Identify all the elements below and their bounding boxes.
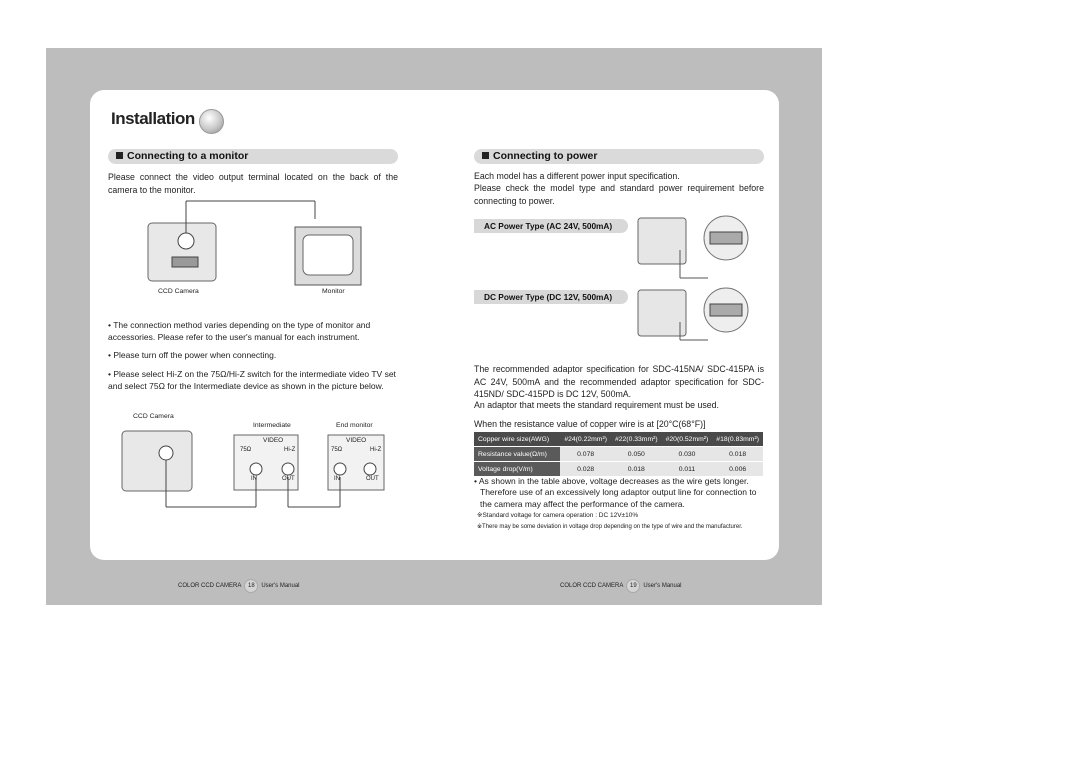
- adaptor-requirement: An adaptor that meets the standard requirement must be used.: [474, 400, 719, 410]
- out-label-1: OUT: [282, 476, 295, 482]
- page-number: 19: [626, 579, 640, 593]
- note-text: There may be some deviation in voltage drop depending on the type of wire and the manufacturer.: [482, 524, 743, 530]
- note-deviation: ※There may be some deviation in voltage drop depending on the type of wire and the manufacturer.: [477, 524, 743, 530]
- table-cell: 0.018: [611, 462, 662, 477]
- row-label: Resistance value(Ω/m): [474, 447, 560, 462]
- monitor-screen: [303, 235, 353, 275]
- video-label-1: VIDEO: [263, 437, 284, 444]
- wire-header-cell: #18(0.83mm²): [712, 432, 763, 447]
- table-cell: 0.011: [662, 462, 713, 477]
- ac-power-label: AC Power Type (AC 24V, 500mA): [474, 219, 628, 233]
- dc-power-label: DC Power Type (DC 12V, 500mA): [474, 290, 628, 304]
- table-cell: 0.030: [662, 447, 713, 462]
- bullet-connection-method: • The connection method varies depending on the type of monitor and accessories. Please refer to the user's manual for each instrument.: [108, 320, 371, 342]
- intermediate-in-jack: [250, 463, 262, 475]
- square-bullet-icon: [482, 152, 489, 159]
- camera2-label: CCD Camera: [133, 413, 174, 420]
- wire-header-cell: Copper wire size(AWG): [474, 432, 560, 447]
- note-standard-voltage: ※Standard voltage for camera operation : DC 12V±10%: [477, 512, 639, 519]
- end-monitor-label: End monitor: [336, 422, 373, 429]
- section-heading-power: [474, 149, 764, 164]
- adaptor-spec: The recommended adaptor specification for SDC-415NA/ SDC-415PA is AC 24V, 500mA and the recommended adaptor specification for SDC-415ND/ SDC-415PD is DC 12V, 500mA.: [474, 364, 764, 399]
- in-label-2: IN: [334, 476, 340, 482]
- camera2-bnc: [159, 446, 173, 460]
- table-cell: 0.050: [611, 447, 662, 462]
- page-number: 18: [244, 579, 258, 593]
- intermediate-label: Intermediate: [253, 422, 291, 429]
- hiz-label-2: Hi-Z: [370, 447, 382, 453]
- ac-camera-body: [638, 218, 686, 264]
- bullet-hiz-select: • Please select Hi-Z on the 75Ω/Hi-Z switch for the intermediate video TV set and select 75Ω for the Intermediate device as shown in the picture below.: [108, 369, 396, 391]
- power-intro-1: Each model has a different power input specification.: [474, 171, 680, 181]
- monitor-intro: Please connect the video output terminal located on the back of the camera to the monitor.: [108, 172, 398, 195]
- footer-right: [560, 579, 682, 593]
- end-out-jack: [364, 463, 376, 475]
- ac-terminal-block: [710, 232, 742, 244]
- table-cell: 0.006: [712, 462, 763, 477]
- footer-left: [178, 579, 300, 593]
- camera-monitor-diagram: [140, 195, 370, 295]
- title-orb-icon: [199, 109, 224, 134]
- hiz-label-1: Hi-Z: [284, 447, 296, 453]
- wire-header-cell: #20(0.52mm²): [662, 432, 713, 447]
- dc-terminal-block: [710, 304, 742, 316]
- bullet-voltage-drop-detail: Therefore use of an excessively long adaptor output line for connection to the camera may affect the performance of the camera.: [480, 487, 757, 509]
- bullet-text: As shown in the table above, voltage decreases as the wire gets longer.: [478, 476, 749, 486]
- table-cell: 0.018: [712, 447, 763, 462]
- camera-terminal: [172, 257, 198, 267]
- bullet-text: Please turn off the power when connecting.: [113, 350, 277, 360]
- footer-manual: User's Manual: [643, 583, 682, 589]
- video-label-2: VIDEO: [346, 437, 367, 444]
- power-diagrams: [636, 214, 756, 344]
- z75-label-2: 75Ω: [331, 447, 343, 453]
- resistance-note: When the resistance value of copper wire is at [20°C(68°F)]: [474, 419, 706, 429]
- section-heading-monitor-text: Connecting to a monitor: [127, 150, 249, 162]
- wire-table: [474, 432, 763, 477]
- out-label-2: OUT: [366, 476, 379, 482]
- intermediate-out-jack: [282, 463, 294, 475]
- table-row: [474, 447, 763, 462]
- dc-camera-body: [638, 290, 686, 336]
- bullet-power-off: • Please turn off the power when connecting.: [108, 350, 277, 360]
- square-bullet-icon: [116, 152, 123, 159]
- table-cell: 0.028: [560, 462, 611, 477]
- camera-bnc-connector: [178, 233, 194, 249]
- camera-label: CCD Camera: [158, 288, 199, 295]
- section-heading-power-text: Connecting to power: [493, 150, 598, 162]
- table-cell: 0.078: [560, 447, 611, 462]
- camera2-body: [122, 431, 192, 491]
- bullet-text: The connection method varies depending on the type of monitor and accessories. Please refer to the user's manual for each instrument.: [108, 320, 371, 342]
- wire-header-cell: #22(0.33mm²): [611, 432, 662, 447]
- footer-product: COLOR CCD CAMERA: [178, 583, 242, 589]
- monitor-label: Monitor: [322, 288, 345, 295]
- camera-body: [148, 223, 216, 281]
- table-row: [474, 462, 763, 477]
- footer-product: COLOR CCD CAMERA: [560, 583, 624, 589]
- in-label-1: IN: [251, 476, 257, 482]
- section-heading-monitor: [108, 149, 398, 164]
- row-label: Voltage drop(V/m): [474, 462, 560, 477]
- page-title: Installation: [111, 109, 195, 128]
- wire-table-header: [474, 432, 763, 447]
- power-intro-2: Please check the model type and standard power requirement before connecting to power.: [474, 183, 764, 206]
- bullet-text: Please select Hi-Z on the 75Ω/Hi-Z switch for the intermediate video TV set and select 75Ω for the Intermediate device as shown in the picture below.: [108, 369, 396, 391]
- footer-manual: User's Manual: [261, 583, 300, 589]
- z75-label-1: 75Ω: [240, 447, 252, 453]
- bullet-voltage-drop: • As shown in the table above, voltage decreases as the wire gets longer.: [474, 476, 749, 486]
- note-text: Standard voltage for camera operation : DC 12V±10%: [482, 512, 639, 519]
- end-in-jack: [334, 463, 346, 475]
- wire-header-cell: #24(0.22mm²): [560, 432, 611, 447]
